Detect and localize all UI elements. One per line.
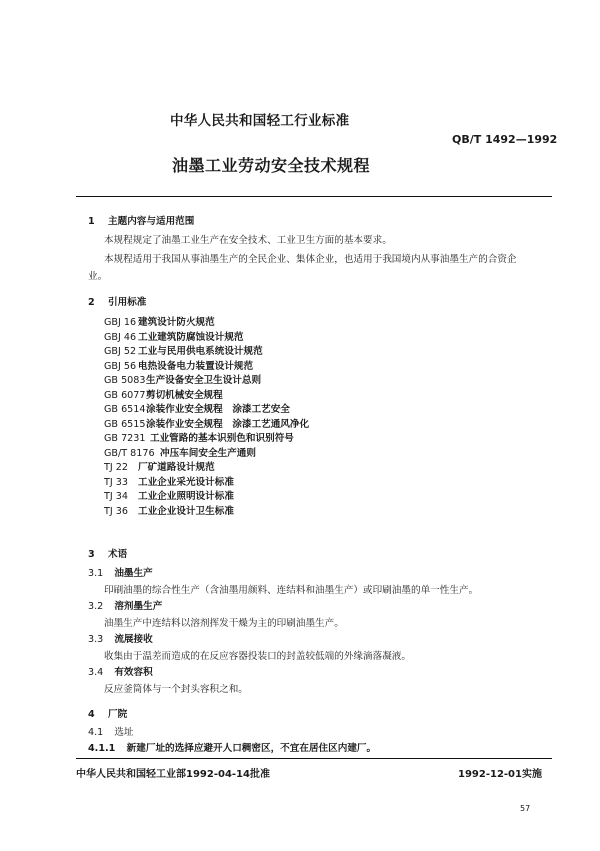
term-3-1-heading	[88, 567, 153, 581]
document-title: 油墨工业劳动安全技术规程	[172, 156, 371, 175]
reference-title: 厂矿道路设计规范	[138, 462, 215, 473]
reference-item	[104, 316, 309, 331]
section-4-number: 4	[88, 709, 95, 720]
reference-item	[104, 403, 309, 418]
section-1-title: 主题内容与适用范围	[108, 216, 195, 227]
reference-item	[104, 389, 309, 404]
section-3-title: 术语	[108, 549, 128, 560]
clause-4-1-1	[88, 742, 376, 756]
section-2-title: 引用标准	[108, 297, 147, 308]
term-3-4-definition: 反应釜筒体与一个封头容积之和。	[104, 684, 248, 695]
reference-item	[104, 418, 309, 433]
reference-code: GBJ 56	[104, 360, 137, 372]
effective-date: 1992-12-01实施	[458, 769, 542, 780]
page-number: 57	[520, 804, 531, 813]
reference-title: 剪切机械安全规程	[146, 389, 223, 401]
reference-item	[104, 360, 309, 375]
reference-item	[104, 476, 309, 491]
reference-item	[104, 374, 309, 389]
section-1-para-2-line-2: 业。	[88, 271, 108, 282]
reference-title: 工业企业采光设计标准	[138, 476, 234, 488]
section-2-heading	[88, 294, 146, 308]
org-title: 中华人民共和国轻工行业标准	[170, 113, 350, 129]
reference-code: TJ 34	[104, 491, 128, 502]
reference-item	[104, 331, 309, 346]
term-3-3-number: 3.3	[88, 634, 104, 645]
reference-code: TJ 36	[104, 505, 128, 517]
term-3-2-title: 溶剂墨生产	[114, 601, 163, 612]
term-3-4-title: 有效容积	[114, 667, 153, 678]
reference-item	[104, 490, 309, 505]
section-3-number: 3	[88, 549, 95, 560]
reference-code: GB 6515	[104, 418, 146, 430]
reference-title: 工业建筑防腐蚀设计规范	[138, 331, 244, 343]
reference-title: 工业企业照明设计标准	[138, 491, 234, 502]
clause-4-1-title: 选址	[114, 727, 134, 738]
reference-title: 冲压车间安全生产通则	[160, 447, 256, 459]
reference-item	[104, 345, 309, 360]
reference-title: 涂装作业安全规程 涂漆工艺安全	[146, 404, 290, 415]
term-3-2-number: 3.2	[88, 601, 104, 612]
reference-code: GBJ 46	[104, 331, 137, 343]
term-3-3-definition: 收集由于温差而造成的在反应容器投装口的封盖较低端的外缘滴落凝液。	[104, 651, 411, 662]
section-4-heading	[88, 706, 127, 720]
term-3-3-heading	[88, 633, 153, 647]
reference-code: GB/T 8176	[104, 447, 155, 459]
reference-title: 涂装作业安全规程 涂漆工艺通风净化	[146, 418, 310, 430]
term-3-3-title: 流展接收	[114, 634, 153, 645]
reference-title: 建筑设计防火规范	[138, 317, 215, 328]
reference-code: TJ 22	[104, 462, 128, 473]
reference-item	[104, 505, 309, 520]
reference-title: 工业管路的基本识别色和识别符号	[150, 433, 294, 444]
term-3-1-number: 3.1	[88, 568, 104, 579]
reference-code: GB 6514	[104, 404, 146, 415]
section-1-para-1: 本规程规定了油墨工业生产在安全技术、工业卫生方面的基本要求。	[104, 235, 392, 246]
reference-code: TJ 33	[104, 476, 128, 488]
term-3-4-number: 3.4	[88, 667, 104, 678]
term-3-1-title: 油墨生产	[114, 568, 153, 579]
section-4-title: 厂院	[108, 709, 128, 720]
reference-code: GB 5083	[104, 375, 146, 386]
clause-4-1-1-number: 4.1.1	[88, 743, 116, 754]
reference-title: 电热设备电力装置设计规范	[138, 360, 254, 372]
section-3-heading	[88, 546, 127, 560]
reference-code: GBJ 16	[104, 317, 137, 328]
clause-4-1-heading	[88, 726, 134, 740]
standard-code: QB/T 1492—1992	[452, 133, 558, 146]
reference-item	[104, 447, 309, 462]
reference-list	[104, 316, 309, 519]
term-3-4-heading	[88, 666, 153, 680]
reference-title: 工业企业设计卫生标准	[138, 505, 234, 517]
reference-code: GBJ 52	[104, 346, 137, 357]
section-1-number: 1	[88, 216, 95, 227]
term-3-2-heading	[88, 600, 162, 614]
header-divider	[76, 196, 552, 197]
clause-4-1-number: 4.1	[88, 727, 104, 738]
reference-code: GB 7231	[104, 433, 146, 444]
section-1-heading	[88, 213, 194, 227]
reference-item	[104, 461, 309, 476]
term-3-1-definition: 印刷油墨的综合性生产（含油墨用颜料、连结料和油墨生产）或印刷油墨的单一性生产。	[104, 585, 479, 596]
section-2-number: 2	[88, 297, 95, 308]
clause-4-1-1-text: 新建厂址的选择应避开人口稠密区，不宜在居住区内建厂。	[126, 743, 377, 754]
approval-line: 中华人民共和国轻工业部1992-04-14批准	[76, 769, 270, 780]
term-3-2-definition: 油墨生产中连结料以溶剂挥发干燥为主的印刷油墨生产。	[104, 618, 344, 629]
reference-item	[104, 432, 309, 447]
section-1-para-2-line-1: 本规程适用于我国从事油墨生产的全民企业、集体企业，也适用于我国境内从事油墨生产的合资企	[104, 254, 517, 265]
reference-title: 生产设备安全卫生设计总则	[146, 375, 262, 386]
reference-title: 工业与民用供电系统设计规范	[138, 346, 263, 357]
reference-code: GB 6077	[104, 389, 146, 401]
footer-divider	[76, 758, 552, 759]
